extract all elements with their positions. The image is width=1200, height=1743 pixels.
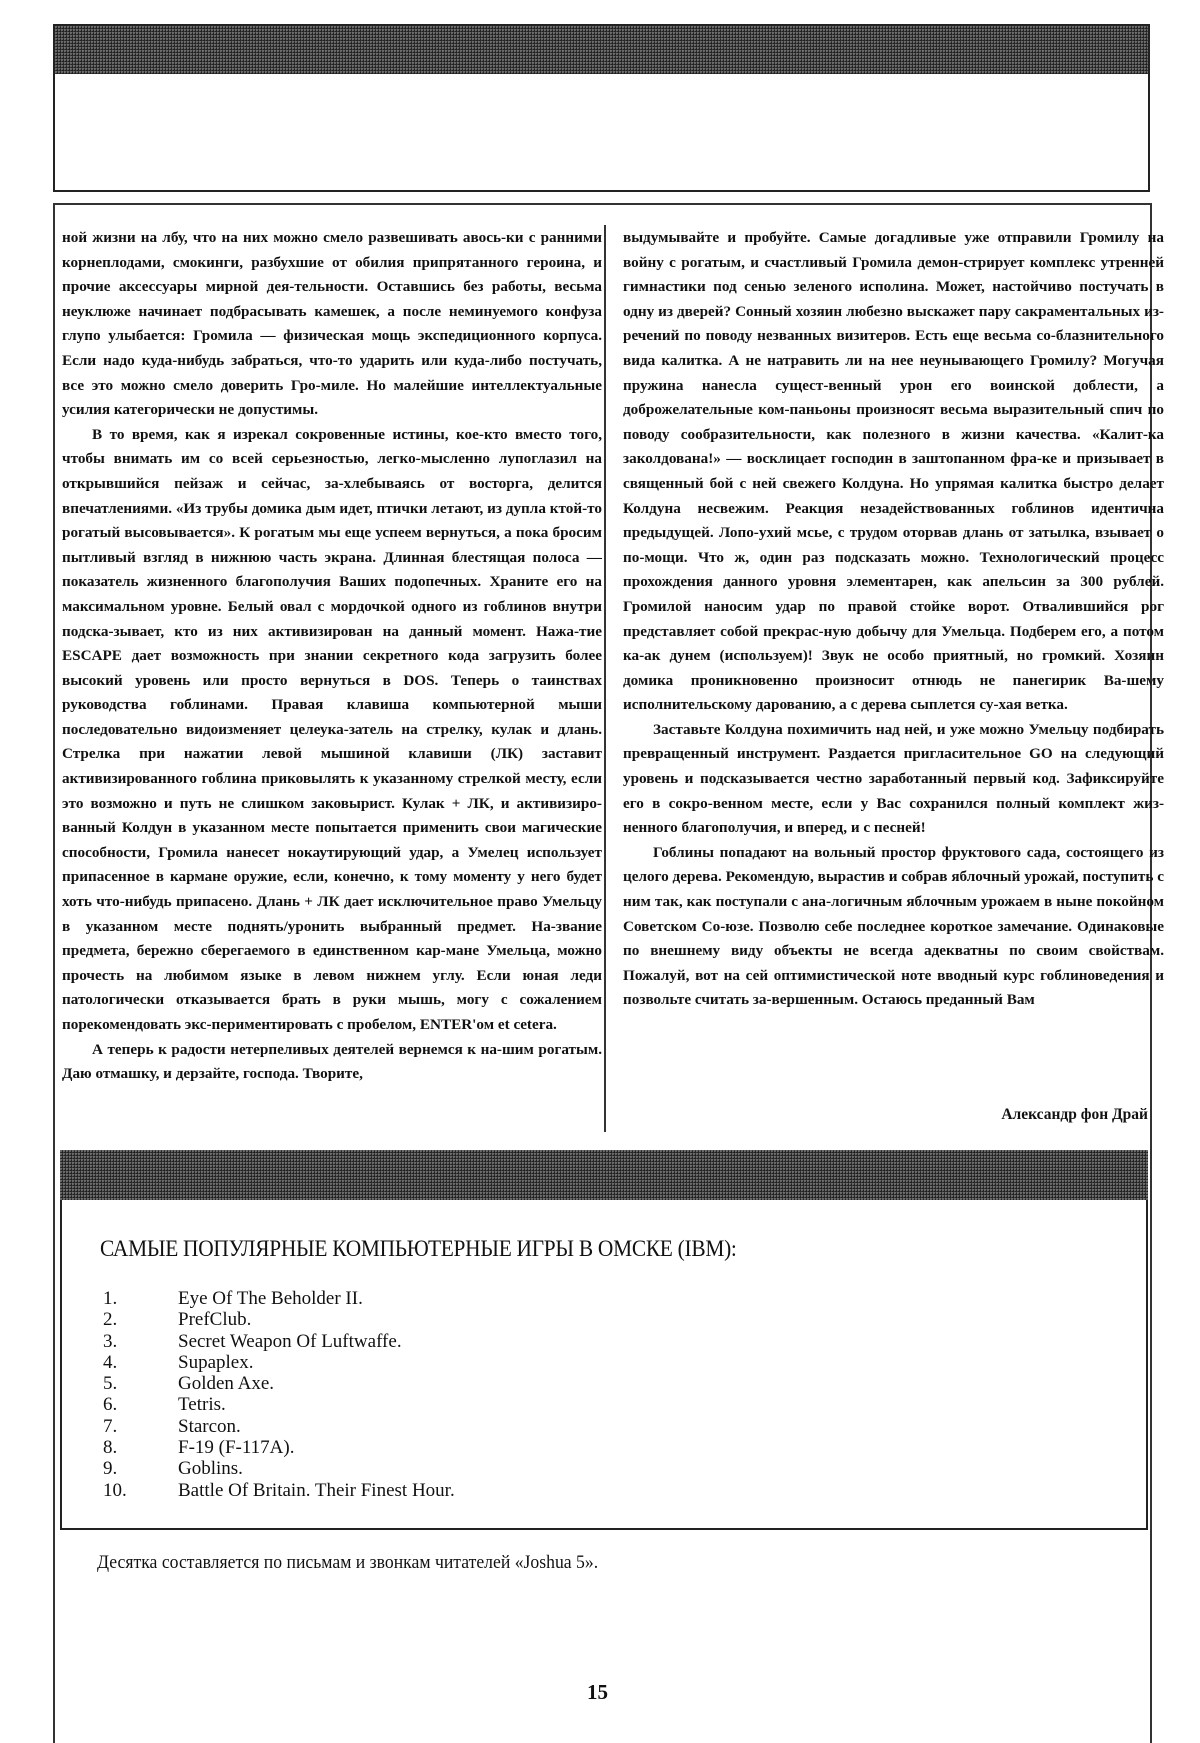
column-divider — [604, 225, 606, 1132]
paragraph: А теперь к радости нетерпеливых деятелей вернемся к на-шим рогатым. Даю отмашку, и дерзайте, господа. Творите, — [62, 1040, 602, 1083]
paragraph: Заставьте Колдуна похимичить над ней, и уже можно Умельцу подбирать превращенный инструмент. Раздается пригласительное GO на следующий уровень и подсказывается честно заработанный первый код. Зафиксируйте его в сокро-венном месте, если у Вас сохранился полный комплект жиз-ненного благополучия, и вперед, и с песней! — [623, 720, 1164, 837]
game-name: Tetris. — [178, 1394, 226, 1416]
top-games-halftone-band — [60, 1150, 1148, 1200]
rank-number: 2. — [103, 1309, 118, 1331]
game-name: Supaplex. — [178, 1351, 254, 1373]
top-games-note: Десятка составляется по письмам и звонкам читателей «Joshua 5». — [97, 1552, 599, 1573]
top-games-title: САМЫЕ ПОПУЛЯРНЫЕ КОМПЬЮТЕРНЫЕ ИГРЫ В ОМСКЕ (IBM): — [100, 1236, 737, 1261]
rank-number: 10. — [103, 1479, 127, 1501]
header-halftone-band — [55, 26, 1148, 74]
list-item — [103, 1288, 455, 1309]
article-right-column — [623, 226, 1164, 1013]
paragraph: выдумывайте и пробуйте. Самые догадливые уже отправили Громилу на войну с рогатым, и счастливый Громила демон-стрирует комплекс утренней гимнастики под сенью зеленого исполина. Может, настойчиво постучать в одну из дверей? Сонный хозяин любезно выскажет пару сакраментальных из-речений по поводу незванных визитеров. Есть еще весьма со-блазнительного вида калитка. А не натравить ли на нее неунывающего Громилу? Могучая пружина нанесла сущест-венный урон его воинской доблести, а доброжелательные ком-паньоны произносят весьма выразительный спич по поводу сообразительности, как полезного в жизни качества. «Калит-ка заколдована!» — восклицает господин в заштопанном фра-ке и призывает в священный бой с ней свежего Колдуна. Но упрямая калитка быстро делает Колдуна несвежим. Реакция незадействованных гоблинов идентична предыдущей. Лопо-ухий мсье, с трудом оторвав длань от затылка, взывает о по-мощи. Что ж, один раз подсказать можно. Технологический процесс прохождения данного уровня элементарен, как апельсин за 300 рублей. Громилой наносим удар по правой стойке ворот. Отвалившийся рог представляет собой прекрас-ную добычу для Умельца. Подберем его, а потом ка-ак дунем (используем)! Звук не особо приятный, но громкий. Хозяин домика проникновенно произносит отнюдь не панегирик Ва-шему исполнительскому дарованию, а с дерева сыплется су-хая ветка. — [623, 229, 1164, 714]
game-name: Eye Of The Beholder II. — [178, 1288, 363, 1309]
paragraph: ной жизни на лбу, что на них можно смело развешивать авось-ки с ранними корнеплодами, смокинги, разбухшие от обилия припрятанного героина, и прочие аксессуары мирной дея-тельности. Оставшись без работы, весьма неуклюже начинает подбрасывать камешек, а после неминуемого конфуза глупо улыбается: Громила — физическая мощь экспедиционного корпуса. Если надо куда-нибудь забраться, что-то ударить или куда-либо постучать, все это можно смело доверить Гро-миле. Но малейшие интеллектуальные усилия категорически не допустимы. — [62, 229, 602, 419]
top-games-box — [60, 1150, 1148, 1573]
game-name: Battle Of Britain. Their Finest Hour. — [178, 1479, 455, 1501]
list-item — [103, 1458, 455, 1479]
game-name: PrefClub. — [178, 1309, 252, 1331]
rank-number: 1. — [103, 1288, 118, 1309]
list-item — [103, 1437, 455, 1458]
list-item — [103, 1394, 455, 1415]
list-item — [103, 1416, 455, 1437]
list-item — [103, 1309, 455, 1330]
rank-number: 3. — [103, 1330, 118, 1352]
rank-number: 9. — [103, 1458, 118, 1480]
list-item — [103, 1373, 455, 1394]
list-item — [103, 1352, 455, 1373]
rank-number: 6. — [103, 1394, 118, 1416]
rank-number: 8. — [103, 1437, 118, 1459]
game-name: F-19 (F-117A). — [178, 1437, 295, 1459]
page-number: 15 — [587, 1680, 608, 1704]
rank-number: 7. — [103, 1415, 118, 1437]
game-name: Golden Axe. — [178, 1373, 275, 1395]
article-left-column — [62, 226, 602, 1087]
list-item — [103, 1331, 455, 1352]
rank-number: 4. — [103, 1351, 118, 1373]
game-name: Starcon. — [178, 1415, 241, 1437]
game-name: Secret Weapon Of Luftwaffe. — [178, 1330, 402, 1352]
header-box — [53, 24, 1150, 192]
paragraph: В то время, как я изрекал сокровенные истины, кое-кто вместо того, чтобы внимать им со всей серьезностью, легко-мысленно лупоглазил на открывшийся пейзаж и сейчас, за-хлебываясь от восторга, делится впечатлениями. «Из трубы домика дым идет, птички летают, из дупла ктой-то рогатый высовывается». К рогатым мы еще успеем вернуться, а пока бросим пытливый взгляд в нижнюю часть экрана. Длинная блестящая полоса — показатель жизненного благополучия Ваших подопечных. Храните его на максимальном уровне. Белый овал с мордочкой одного из гоблинов внутри подска-зывает, кто из них активизирован на данный момент. Нажа-тие ESCAPE дает возможность при знании секретного кода загрузить более высокий уровень или просто вернуться в DOS. Теперь о таинствах руководства гоблинами. Правая клавиша компьютерной мыши последовательно видоизменяет целеука-затель на стрелку, кулак и длань. Стрелка при нажатии левой мышиной клавиши (ЛК) заставит активизированного гоблина приковылять к указанному стрелкой месту, если это возможно и путь не слишком заковырист. Кулак + ЛК, и активизиро-ванный Колдун в указанном месте попытается применить свои магические способности, Громила нанесет нокаутирующий удар, а Умелец использует припасенное в кармане оружие, если, конечно, к тому моменту у него будет хоть что-нибудь припасено. Длань + ЛК дает исключительное право Умельцу в указанном месте поднять/уронить выбранный предмет. На-звание предмета, бережно сберегаемого в единственном кар-мане Умельца, можно прочесть на любимом языке в левом нижнем углу. Если юная леди патологически отказывается брать в руки мышь, могу с сожалением порекомендовать экс-периментировать с пробелом, ENTER'ом et cetera. — [62, 425, 602, 1033]
top-games-list — [103, 1288, 455, 1501]
paragraph: Гоблины попадают на вольный простор фруктового сада, состоящего из целого дерева. Рекомендую, вырастив и собрав яблочный урожай, поступить с ним так, как поступали с ана-логичным яблочным урожаем в ныне покойном Советском Со-юзе. Позволю себе последнее короткое замечание. Одинаковые по внешнему виду объекты не всегда адекватны по своим свойствам. Пожалуй, вот на сей оптимистической ноте вводный курс гоблиноведения и позвольте считать за-вершенным. Остаюсь преданный Вам — [623, 843, 1164, 1009]
author-signature: Александр фон Драй — [1001, 1106, 1148, 1123]
game-name: Goblins. — [178, 1458, 243, 1480]
list-item — [103, 1480, 455, 1501]
rank-number: 5. — [103, 1373, 118, 1395]
